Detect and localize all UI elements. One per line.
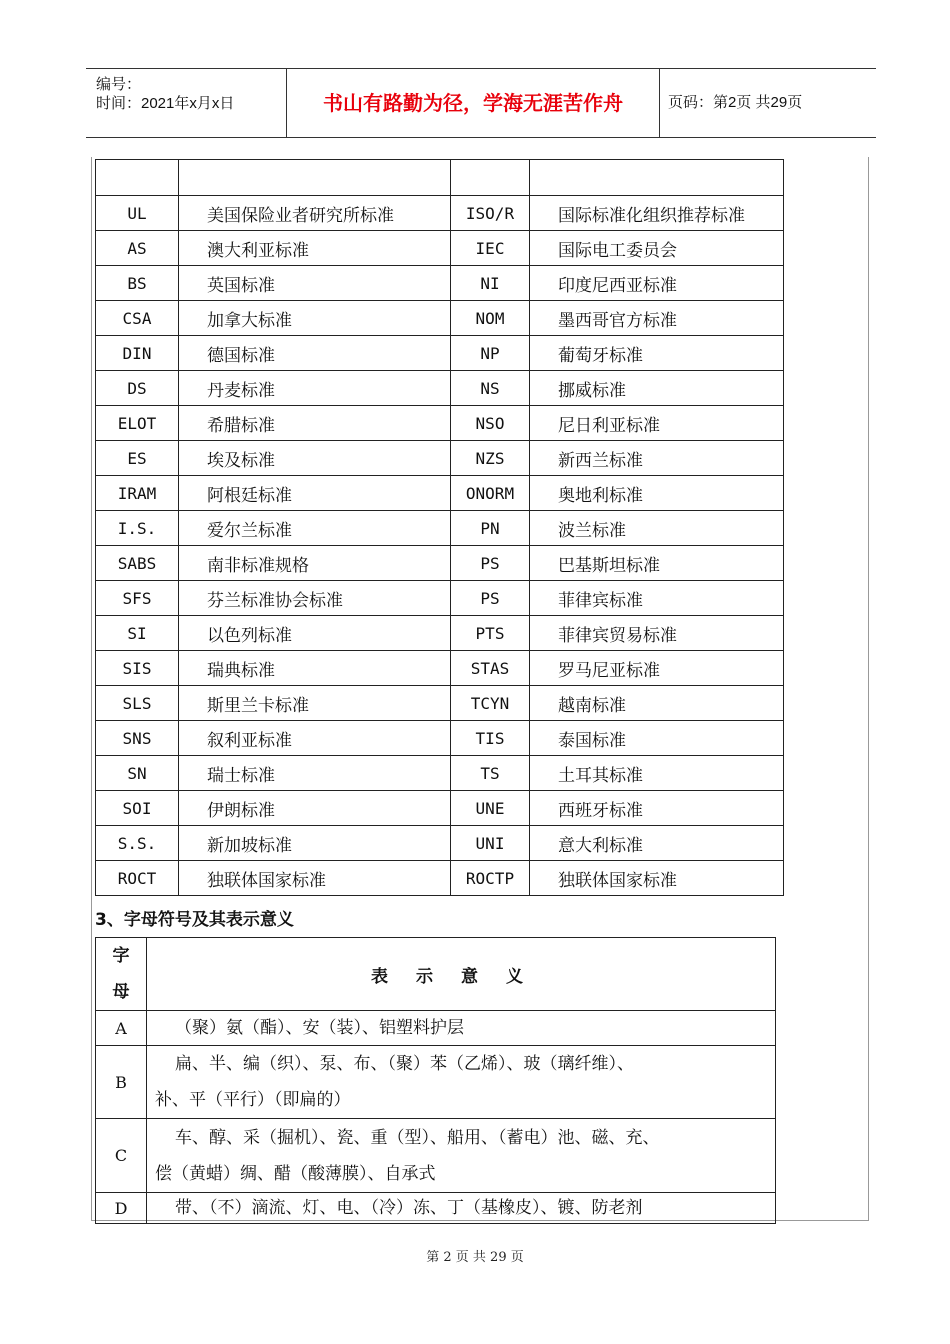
table-row (96, 336, 784, 371)
standard-name: 瑞典标准 (179, 651, 451, 686)
standard-name: 以色列标准 (179, 616, 451, 651)
standard-name: 南非标准规格 (179, 546, 451, 581)
standard-name: 墨西哥官方标准 (530, 301, 784, 336)
standard-name: 国际标准化组织推荐标准 (530, 196, 784, 231)
standard-name: 国际电工委员会 (530, 231, 784, 266)
table-row (96, 686, 784, 721)
standard-name: 独联体国家标准 (179, 861, 451, 896)
standard-name: 挪威标准 (530, 371, 784, 406)
standard-name: 美国保险业者研究所标准 (179, 196, 451, 231)
standard-name: 印度尼西亚标准 (530, 266, 784, 301)
standard-code: SABS (96, 546, 179, 581)
standard-code: SFS (96, 581, 179, 616)
standard-name: 菲律宾贸易标准 (530, 616, 784, 651)
header-letter-char-2: 母 (112, 982, 130, 1002)
standard-code: NOM (451, 301, 530, 336)
frame-right-line (868, 157, 869, 1221)
standard-code: PS (451, 581, 530, 616)
meaning-line-1: 车、醇、采（掘机）、瓷、重（型）、船用、（蓄电）池、磁、充、 (175, 1127, 660, 1148)
meaning-line-2: 偿（黄蜡）绸、醋（酸薄膜）、自承式 (155, 1163, 436, 1184)
standard-name: 奥地利标准 (530, 476, 784, 511)
standard-name: 菲律宾标准 (530, 581, 784, 616)
standard-code: SIS (96, 651, 179, 686)
standard-code: NP (451, 336, 530, 371)
table-header-row (96, 938, 776, 1011)
standard-code: PN (451, 511, 530, 546)
table-cell-empty (530, 160, 784, 196)
letter-cell: D (96, 1193, 147, 1224)
table-row (96, 231, 784, 266)
table-row (96, 406, 784, 441)
standard-code: NI (451, 266, 530, 301)
standard-code: IEC (451, 231, 530, 266)
standard-name: 意大利标准 (530, 826, 784, 861)
table-row (96, 861, 784, 896)
standard-code: PTS (451, 616, 530, 651)
standard-name: 澳大利亚标准 (179, 231, 451, 266)
table-cell-empty (179, 160, 451, 196)
letter-symbols-table (95, 937, 776, 1224)
meaning-cell (147, 1193, 776, 1224)
standard-name: 爱尔兰标准 (179, 511, 451, 546)
standard-name: 英国标准 (179, 266, 451, 301)
table-cell-empty (96, 160, 179, 196)
standard-name: 独联体国家标准 (530, 861, 784, 896)
standard-code: DIN (96, 336, 179, 371)
standard-code: TCYN (451, 686, 530, 721)
letter-cell: B (96, 1046, 147, 1119)
header-meaning-cell: 表示意义 (147, 938, 776, 1011)
header-letter-cell (96, 938, 147, 1011)
standard-name: 斯里兰卡标准 (179, 686, 451, 721)
table-row (96, 511, 784, 546)
table-row (96, 581, 784, 616)
standard-name: 埃及标准 (179, 441, 451, 476)
standard-code: BS (96, 266, 179, 301)
standard-name: 叙利亚标准 (179, 721, 451, 756)
standard-code: UNE (451, 791, 530, 826)
standard-code: ES (96, 441, 179, 476)
standard-code: SOI (96, 791, 179, 826)
table-row (96, 651, 784, 686)
table-cell-empty (451, 160, 530, 196)
meaning-cell (147, 1046, 776, 1119)
section-3-title: 3、字母符号及其表示意义 (95, 910, 294, 930)
standard-code: ELOT (96, 406, 179, 441)
table-row (96, 301, 784, 336)
standard-code: SI (96, 616, 179, 651)
header-letter-char-1: 字 (112, 946, 130, 966)
table-row (96, 266, 784, 301)
table-row (96, 1046, 776, 1119)
standard-name: 越南标准 (530, 686, 784, 721)
standard-name: 波兰标准 (530, 511, 784, 546)
standard-name: 土耳其标准 (530, 756, 784, 791)
table-row (96, 546, 784, 581)
header-meta (86, 69, 287, 137)
standard-code: STAS (451, 651, 530, 686)
meaning-line-1: 扁、半、编（织）、泵、布、（聚）苯（乙烯）、玻（璃纤维）、 (175, 1054, 634, 1074)
standard-code: SNS (96, 721, 179, 756)
table-row (96, 826, 784, 861)
standard-code: NS (451, 371, 530, 406)
standard-code: CSA (96, 301, 179, 336)
standard-code: PS (451, 546, 530, 581)
meaning-cell (147, 1011, 776, 1046)
meaning-cell (147, 1119, 776, 1193)
standard-name: 瑞士标准 (179, 756, 451, 791)
table-row (96, 371, 784, 406)
standard-code: UL (96, 196, 179, 231)
page-header (86, 68, 876, 138)
standard-name: 泰国标准 (530, 721, 784, 756)
standard-code: AS (96, 231, 179, 266)
table-row (96, 1119, 776, 1193)
standard-code: TS (451, 756, 530, 791)
standard-name: 巴基斯坦标准 (530, 546, 784, 581)
header-page-info: 页码：第2页 共29页 (668, 94, 803, 111)
table-row (96, 756, 784, 791)
header-code-label: 编号： (96, 76, 142, 93)
meaning-line-1: （聚）氨（酯）、安（装）、铝塑料护层 (175, 1018, 464, 1038)
standard-code: ROCT (96, 861, 179, 896)
standard-name: 西班牙标准 (530, 791, 784, 826)
standard-name: 新西兰标准 (530, 441, 784, 476)
standard-code: ONORM (451, 476, 530, 511)
standard-code: SLS (96, 686, 179, 721)
header-motto: 书山有路勤为径，学海无涯苦作舟 (287, 69, 660, 137)
table-row (96, 1193, 776, 1224)
standard-code: DS (96, 371, 179, 406)
table-row (96, 441, 784, 476)
table-row (96, 476, 784, 511)
meaning-line-1: 带、（不）滴流、灯、电、（冷）冻、丁（基橡皮）、镀、防老剂 (175, 1198, 643, 1218)
frame-left-line (91, 157, 92, 1221)
table-row (96, 616, 784, 651)
table-row (96, 791, 784, 826)
standard-code: NZS (451, 441, 530, 476)
table-row (96, 1011, 776, 1046)
standard-code: S.S. (96, 826, 179, 861)
standard-code: SN (96, 756, 179, 791)
standard-code: IRAM (96, 476, 179, 511)
table-row (96, 196, 784, 231)
standard-name: 德国标准 (179, 336, 451, 371)
standard-code: NSO (451, 406, 530, 441)
standard-name: 罗马尼亚标准 (530, 651, 784, 686)
table-row-empty (96, 160, 784, 196)
standard-name: 葡萄牙标准 (530, 336, 784, 371)
standards-table (95, 159, 784, 896)
standard-code: TIS (451, 721, 530, 756)
standard-name: 新加坡标准 (179, 826, 451, 861)
standard-name: 加拿大标准 (179, 301, 451, 336)
header-time-label: 时间：2021年x月x日 (96, 95, 235, 112)
letter-cell: C (96, 1119, 147, 1193)
standard-code: ISO/R (451, 196, 530, 231)
standard-name: 伊朗标准 (179, 791, 451, 826)
standard-name: 芬兰标准协会标准 (179, 581, 451, 616)
letter-cell: A (96, 1011, 147, 1046)
standard-name: 尼日利亚标准 (530, 406, 784, 441)
standard-code: UNI (451, 826, 530, 861)
standard-code: I.S. (96, 511, 179, 546)
standard-name: 丹麦标准 (179, 371, 451, 406)
meaning-line-2: 补、平（平行）（即扁的） (155, 1090, 351, 1110)
standard-name: 希腊标准 (179, 406, 451, 441)
standard-code: ROCTP (451, 861, 530, 896)
table-row (96, 721, 784, 756)
standard-name: 阿根廷标准 (179, 476, 451, 511)
page-footer: 第 2 页 共 29 页 (426, 1250, 524, 1265)
